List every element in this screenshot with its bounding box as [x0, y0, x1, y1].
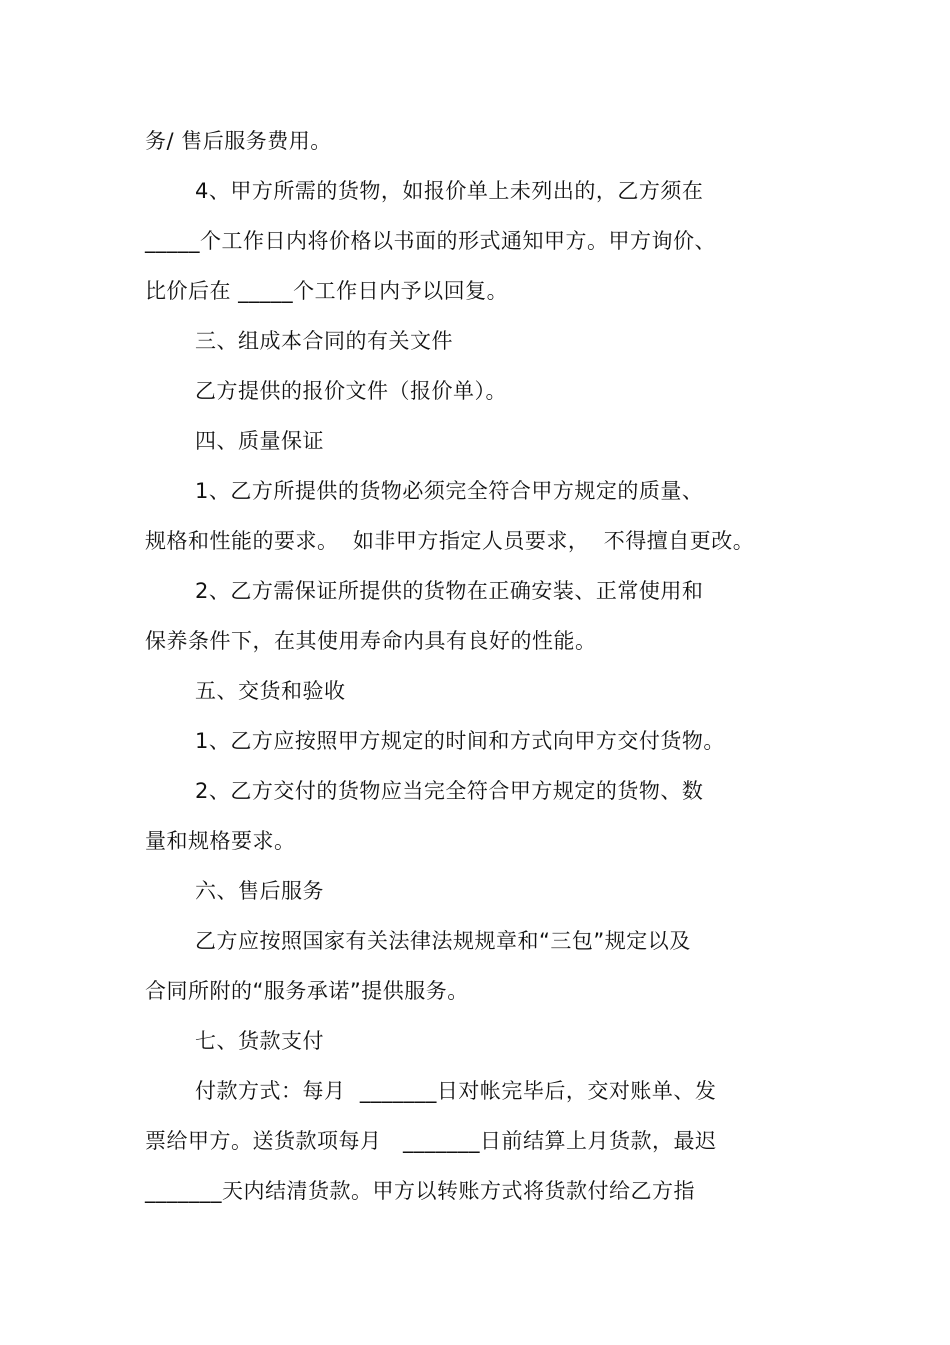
text-line: 乙方应按照国家有关法律法规规章和“三包”规定以及 — [195, 929, 691, 953]
text-line: 比价后在 _____个工作日内予以回复。 — [145, 279, 509, 303]
section-heading-3: 三、组成本合同的有关文件 — [195, 329, 453, 353]
text-line: _______天内结清货款。甲方以转账方式将货款付给乙方指 — [145, 1179, 695, 1203]
section-heading-7: 七、货款支付 — [195, 1029, 324, 1053]
text-line: _____个工作日内将价格以书面的形式通知甲方。甲方询价、 — [145, 229, 716, 253]
clause-2: 2、乙方交付的货物应当完全符合甲方规定的货物、数 — [195, 779, 704, 803]
clause-1: 1、乙方应按照甲方规定的时间和方式向甲方交付货物。 — [195, 729, 725, 753]
text-line: 保养条件下，在其使用寿命内具有良好的性能。 — [145, 629, 597, 653]
text-line: 合同所附的“服务承诺”提供服务。 — [145, 979, 469, 1003]
clause-1: 1、乙方所提供的货物必须完全符合甲方规定的质量、 — [195, 479, 704, 503]
text-line: 量和规格要求。 — [145, 829, 296, 853]
section-heading-6: 六、售后服务 — [195, 879, 324, 903]
clause-4: 4、甲方所需的货物，如报价单上未列出的，乙方须在 — [195, 179, 704, 203]
section-heading-5: 五、交货和验收 — [195, 679, 346, 703]
text-line: 规格和性能的要求。 如非甲方指定人员要求， 不得擅自更改。 — [145, 529, 755, 553]
text-line: 票给甲方。送货款项每月 _______日前结算上月货款，最迟 — [145, 1129, 717, 1153]
section-heading-4: 四、质量保证 — [195, 429, 324, 453]
text-line: 务/ 售后服务费用。 — [145, 129, 332, 153]
text-line: 付款方式：每月 _______日对帐完毕后，交对账单、发 — [195, 1079, 717, 1103]
clause-2: 2、乙方需保证所提供的货物在正确安装、正常使用和 — [195, 579, 704, 603]
text-line: 乙方提供的报价文件（报价单）。 — [195, 379, 507, 403]
